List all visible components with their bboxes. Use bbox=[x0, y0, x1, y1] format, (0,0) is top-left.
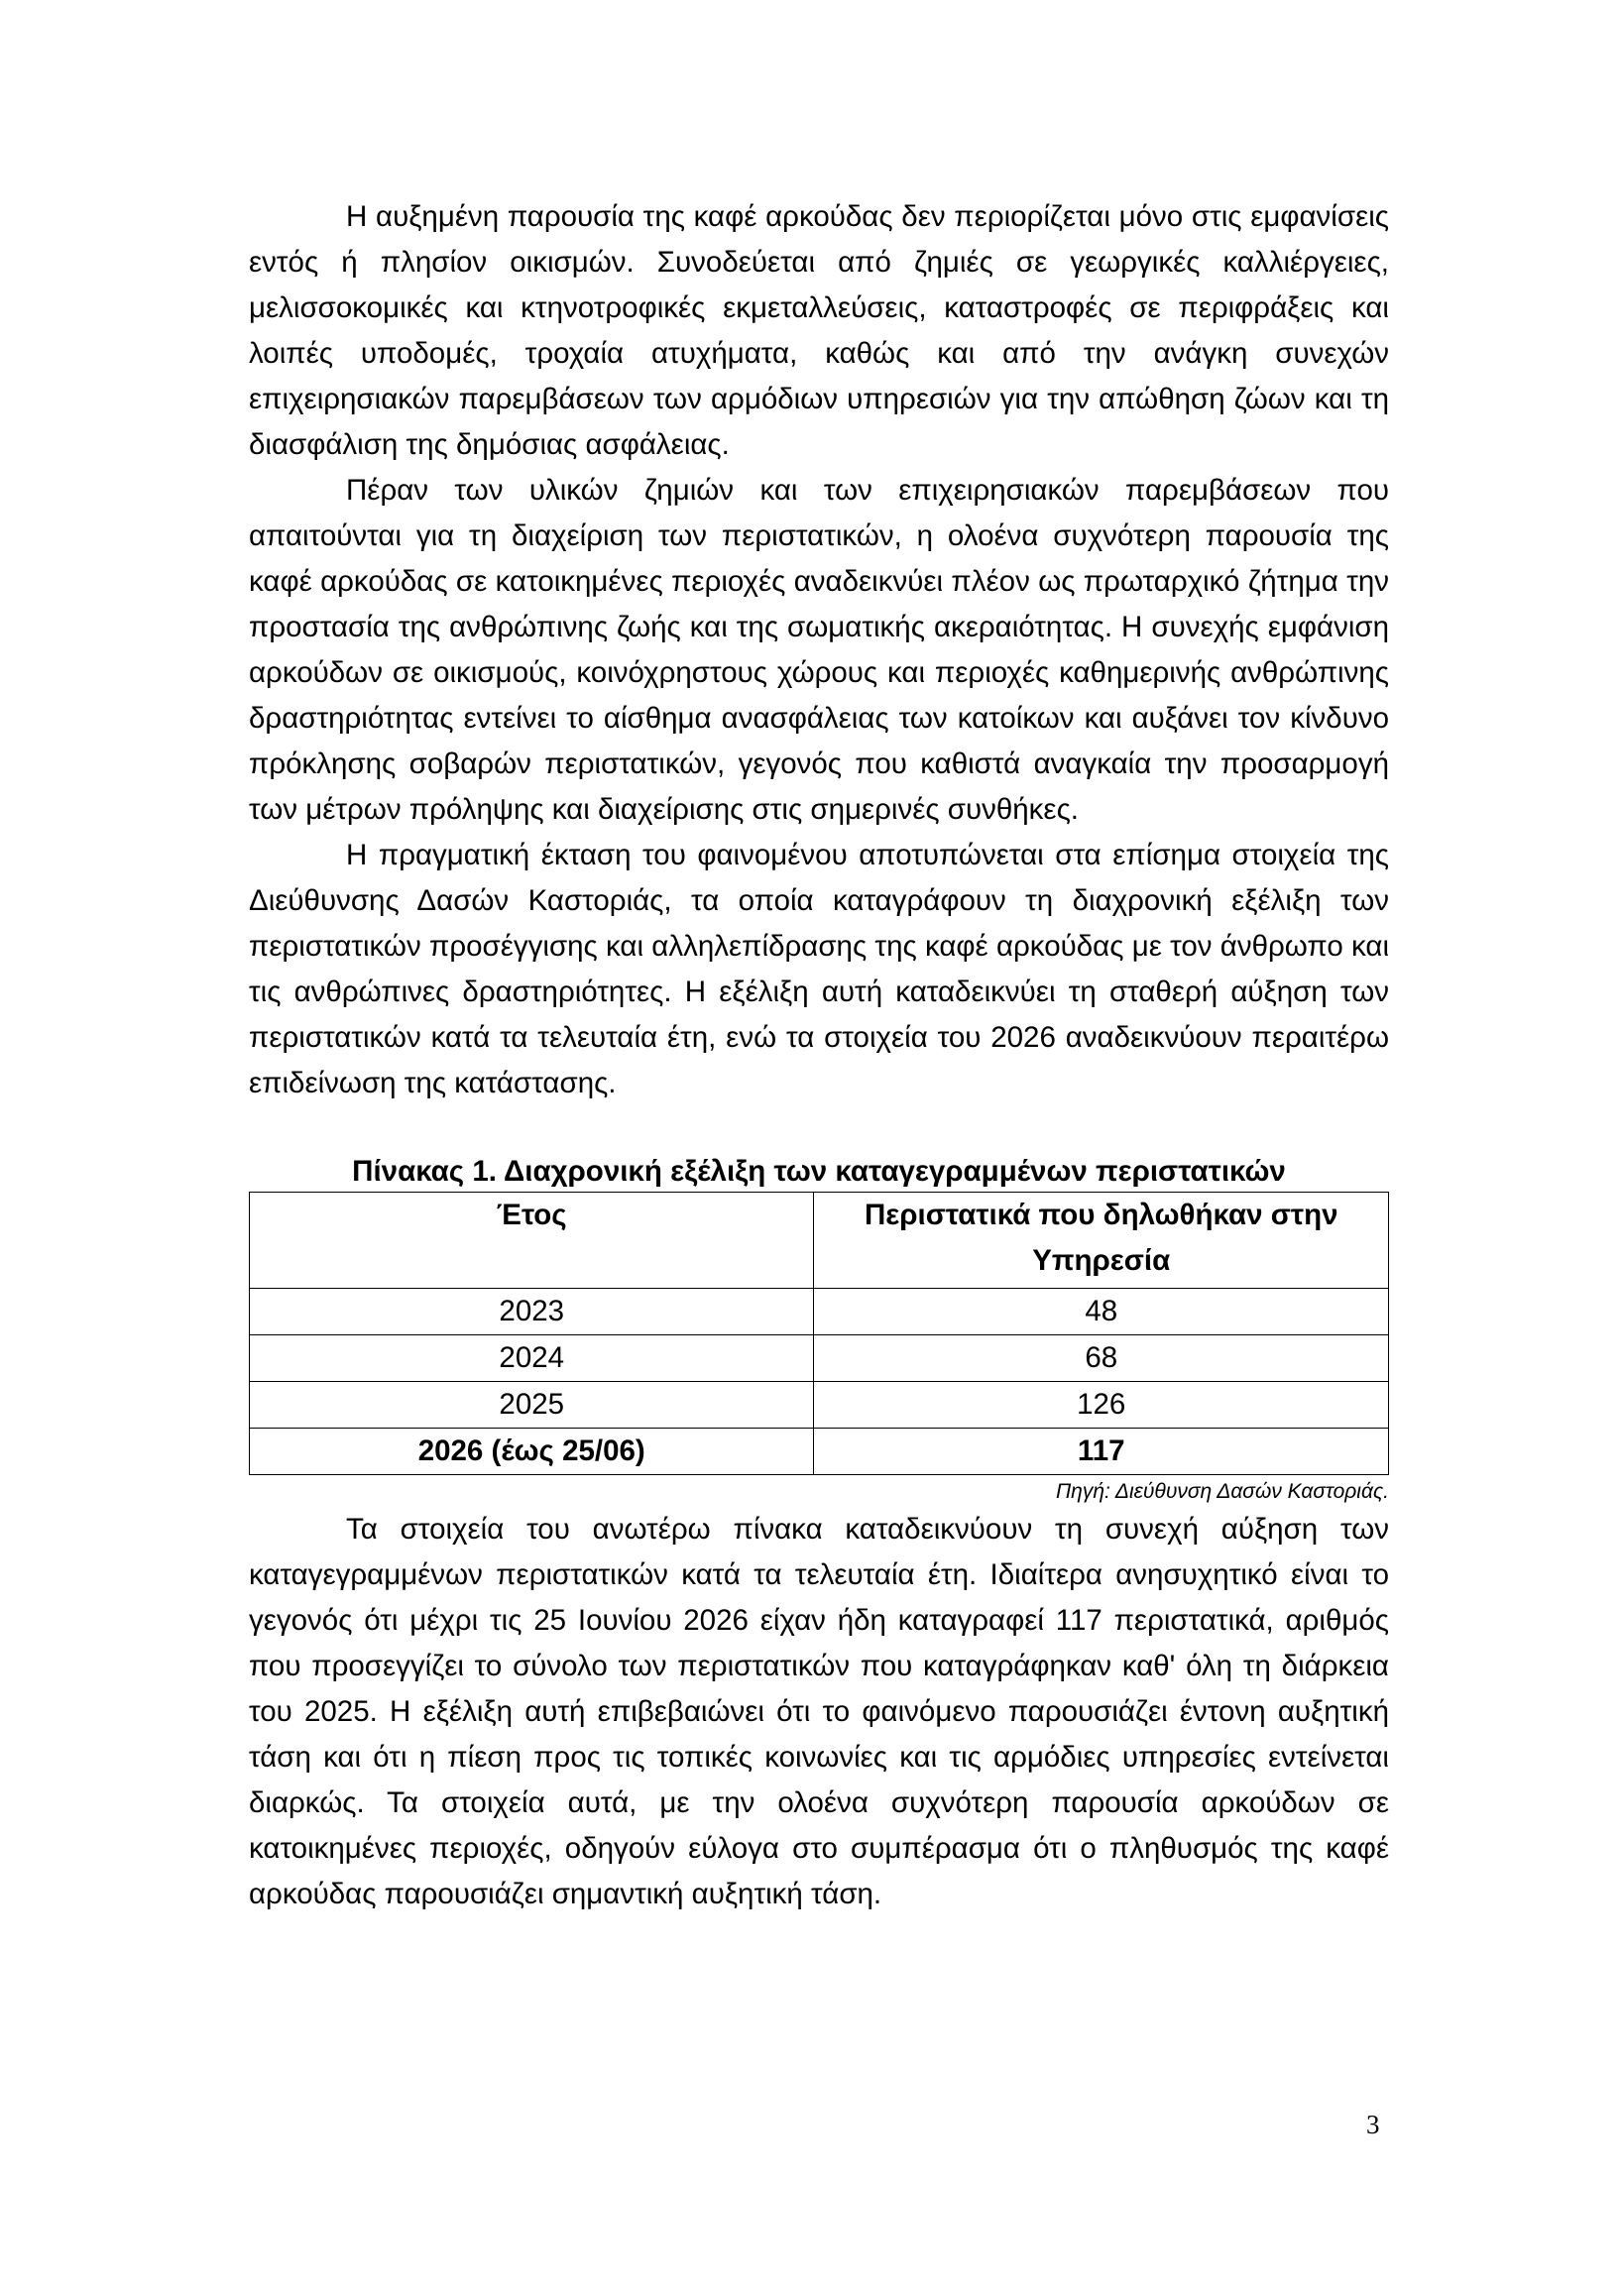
cell-year: 2025 bbox=[250, 1382, 814, 1429]
paragraph-closing: Τα στοιχεία του ανωτέρω πίνακα καταδεικνύουν τη συνεχή αύξηση των καταγεγραμμένων περιστατικών κατά τα τελευταία έτη. Ιδιαίτερα ανησυχητικό είναι το γεγονός ότι μέχρι τις 25 Ιουνίου 2026 είχαν ήδη καταγραφεί 117 περιστατικά, αριθμός που προσεγγίζει το σύνολο των περιστατικών που καταγράφηκαν καθ' όλη τη διάρκεια του 2025. Η εξέλιξη αυτή επιβεβαιώνει ότι το φαινόμενο παρουσιάζει έντονη αυξητική τάση και ότι η πίεση προς τις τοπικές κοινωνίες και τις αρμόδιες υπηρεσίες εντείνεται διαρκώς. Τα στοιχεία αυτά, με την ολοένα συχνότερη παρουσία αρκούδων σε κατοικημένες περιοχές, οδηγούν εύλογα στο συμπέρασμα ότι ο πληθυσμός της καφέ αρκούδας παρουσιάζει σημαντική αυξητική τάση. bbox=[249, 1513, 1389, 1910]
table-row bbox=[250, 1429, 1389, 1475]
incidents-table bbox=[249, 1192, 1389, 1475]
table-row bbox=[250, 1289, 1389, 1335]
table-row bbox=[250, 1335, 1389, 1382]
cell-year: 2023 bbox=[250, 1289, 814, 1335]
cell-year: 2024 bbox=[250, 1335, 814, 1382]
header-incidents: Περιστατικά που δηλωθήκαν στην Υπηρεσία bbox=[814, 1193, 1389, 1289]
paragraph-2: Πέραν των υλικών ζημιών και των επιχειρησιακών παρεμβάσεων που απαιτούνται για τη διαχείριση των περιστατικών, η ολοένα συχνότερη παρουσία της καφέ αρκούδας σε κατοικημένες περιοχές αναδεικνύει πλέον ως πρωταρχικό ζήτημα την προστασία της ανθρώπινης ζωής και της σωματικής ακεραιότητας. Η συνεχής εμφάνιση αρκούδων σε οικισμούς, κοινόχρηστους χώρους και περιοχές καθημερινής ανθρώπινης δραστηριότητας εντείνει το αίσθημα ανασφάλειας των κατοίκων και αυξάνει τον κίνδυνο πρόκλησης σοβαρών περιστατικών, γεγονός που καθιστά αναγκαία την προσαρμογή των μέτρων πρόληψης και διαχείρισης στις σημερινές συνθήκες. bbox=[249, 474, 1389, 826]
table-caption: Πίνακας 1. Διαχρονική εξέλιξη των καταγεγραμμένων περιστατικών bbox=[352, 1155, 1286, 1188]
table-block bbox=[249, 1154, 1389, 1507]
cell-incidents: 68 bbox=[814, 1335, 1389, 1382]
cell-incidents: 117 bbox=[814, 1429, 1389, 1475]
cell-incidents: 126 bbox=[814, 1382, 1389, 1429]
cell-year: 2026 (έως 25/06) bbox=[250, 1429, 814, 1475]
paragraph-3: Η πραγματική έκταση του φαινομένου αποτυπώνεται στα επίσημα στοιχεία της Διεύθυνσης Δασών Καστοριάς, τα οποία καταγράφουν τη διαχρονική εξέλιξη των περιστατικών προσέγγισης και αλληλεπίδρασης της καφέ αρκούδας με τον άνθρωπο και τις ανθρώπινες δραστηριότητες. Η εξέλιξη αυτή καταδεικνύει τη σταθερή αύξηση των περιστατικών κατά τα τελευταία έτη, ενώ τα στοιχεία του 2026 αναδεικνύουν περαιτέρω επιδείνωση της κατάστασης. bbox=[249, 839, 1389, 1099]
cell-incidents: 48 bbox=[814, 1289, 1389, 1335]
page-number: 3 bbox=[1366, 2110, 1380, 2139]
table-row bbox=[250, 1382, 1389, 1429]
header-year: Έτος bbox=[250, 1193, 814, 1289]
page-body bbox=[249, 194, 1389, 1917]
paragraph-1: Η αυξημένη παρουσία της καφέ αρκούδας δεν περιορίζεται μόνο στις εμφανίσεις εντός ή πλησίον οικισμών. Συνοδεύεται από ζημιές σε γεωργικές καλλιέργειες, μελισσοκομικές και κτηνοτροφικές εκμεταλλεύσεις, καταστροφές σε περιφράξεις και λοιπές υποδομές, τροχαία ατυχήματα, καθώς και από την ανάγκη συνεχών επιχειρησιακών παρεμβάσεων των αρμόδιων υπηρεσιών για την απώθηση ζώων και τη διασφάλιση της δημόσιας ασφάλειας. bbox=[249, 200, 1389, 461]
table-source: Πηγή: Διεύθυνση Δασών Καστοριάς. bbox=[1055, 1480, 1389, 1503]
table-header-row bbox=[250, 1193, 1389, 1289]
